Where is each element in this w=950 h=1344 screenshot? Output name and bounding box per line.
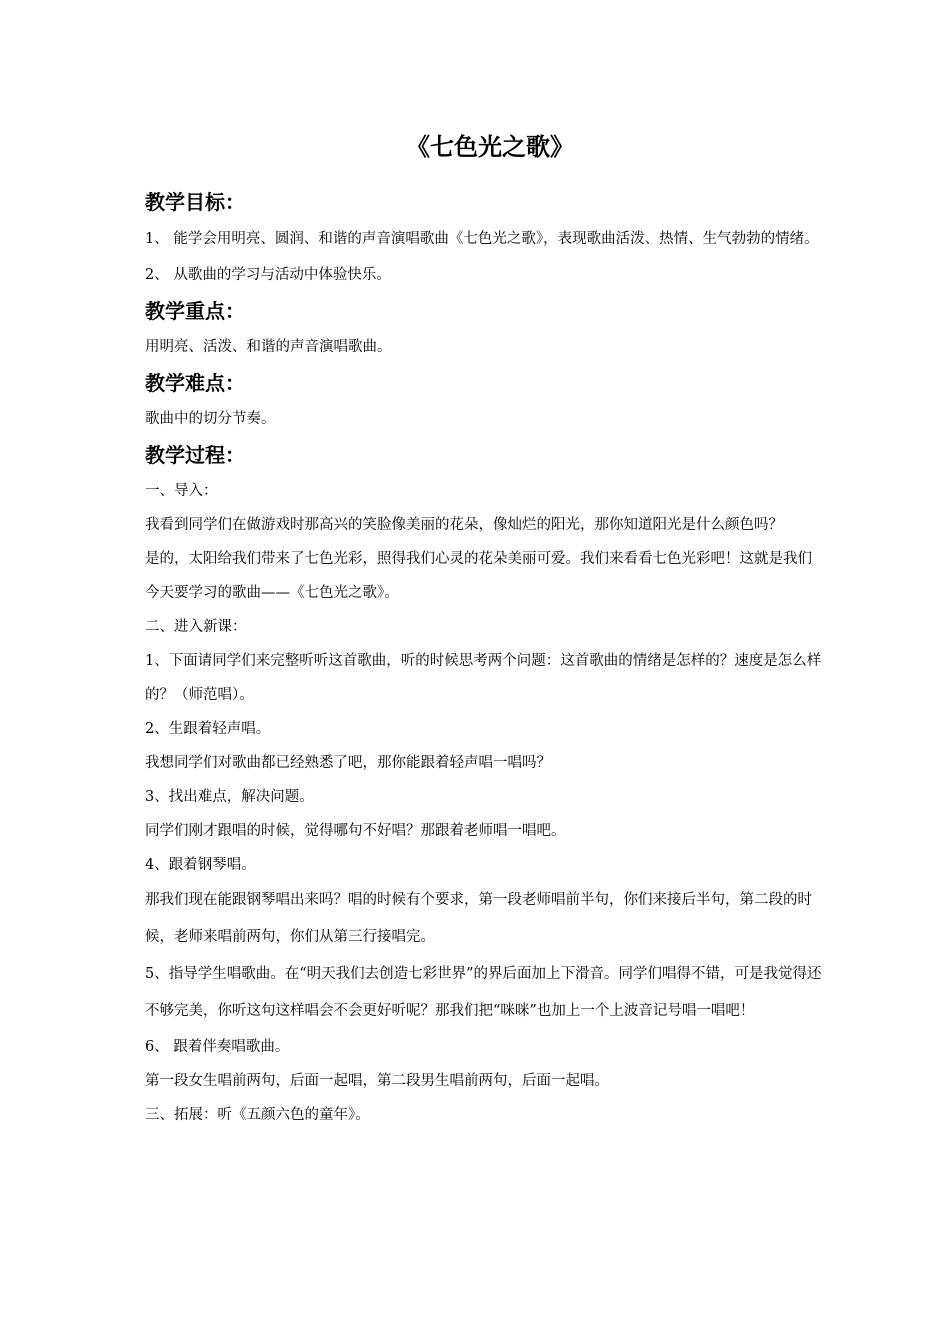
process-paragraph: 那我们现在能跟钢琴唱出来吗？唱的时候有个要求，第一段老师唱前半句，你们来接后半句，第二段的时候，老师来唱前两句，你们从第三行接唱完。: [145, 892, 812, 945]
process-paragraph: 同学们刚才跟唱的时候，觉得哪句不好唱？那跟着老师唱一唱吧。: [145, 823, 566, 839]
process-paragraph: 5、指导学生唱歌曲。在“明天我们去创造七彩世界”的界后面加上下滑音。同学们唱得不错，可是我觉得还不够完美，你听这句这样唱会不会更好听呢？那我们把“咪咪”也加上一个上波音记号唱一唱吧！: [145, 966, 822, 1019]
process-paragraph: 3、找出难点，解决问题。: [145, 789, 314, 805]
document-title: 《七色光之歌》: [406, 133, 574, 161]
goal-item-2: 2、 从歌曲的学习与活动中体验快乐。: [145, 267, 391, 283]
key-points-text: 用明亮、活泼、和谐的声音演唱歌曲。: [145, 339, 392, 355]
goal-item-1: 1、 能学会用明亮、圆润、和谐的声音演唱歌曲《七色光之歌》，表现歌曲活泼、热情、生气勃勃的情绪。: [145, 231, 819, 247]
process-paragraph: 三、拓展：听《五颜六色的童年》。: [145, 1107, 370, 1123]
process-paragraph: 是的，太阳给我们带来了七色光彩，照得我们心灵的花朵美丽可爱。我们来看看七色光彩吧！这就是我们今天要学习的歌曲——《七色光之歌》。: [145, 551, 812, 601]
process-paragraph: 二、进入新课：: [145, 619, 247, 635]
goals-heading: 教学目标：: [145, 190, 245, 214]
process-paragraph: 6、 跟着伴奏唱歌曲。: [145, 1039, 290, 1055]
process-paragraph: 我看到同学们在做游戏时那高兴的笑脸像美丽的花朵，像灿烂的阳光，那你知道阳光是什么颜色吗？: [145, 517, 783, 533]
process-paragraph: 4、跟着钢琴唱。: [145, 857, 256, 873]
key-points-heading: 教学重点：: [145, 299, 245, 323]
process-paragraph: 我想同学们对歌曲都已经熟悉了吧，那你能跟着轻声唱一唱吗？: [145, 755, 551, 771]
process-heading: 教学过程：: [145, 443, 245, 467]
process-paragraph: 一、导入：: [145, 483, 218, 499]
process-paragraph: 1、下面请同学们来完整听听这首歌曲，听的时候思考两个问题：这首歌曲的情绪是怎样的？速度是怎么样的？（师范唱）。: [145, 653, 822, 703]
document-body: [145, 125, 825, 1132]
process-paragraph: 第一段女生唱前两句，后面一起唱，第二段男生唱前两句，后面一起唱。: [145, 1073, 609, 1089]
difficulties-heading: 教学难点：: [145, 371, 245, 395]
process-paragraph: 2、生跟着轻声唱。: [145, 721, 271, 737]
difficulties-text: 歌曲中的切分节奏。: [145, 411, 276, 427]
